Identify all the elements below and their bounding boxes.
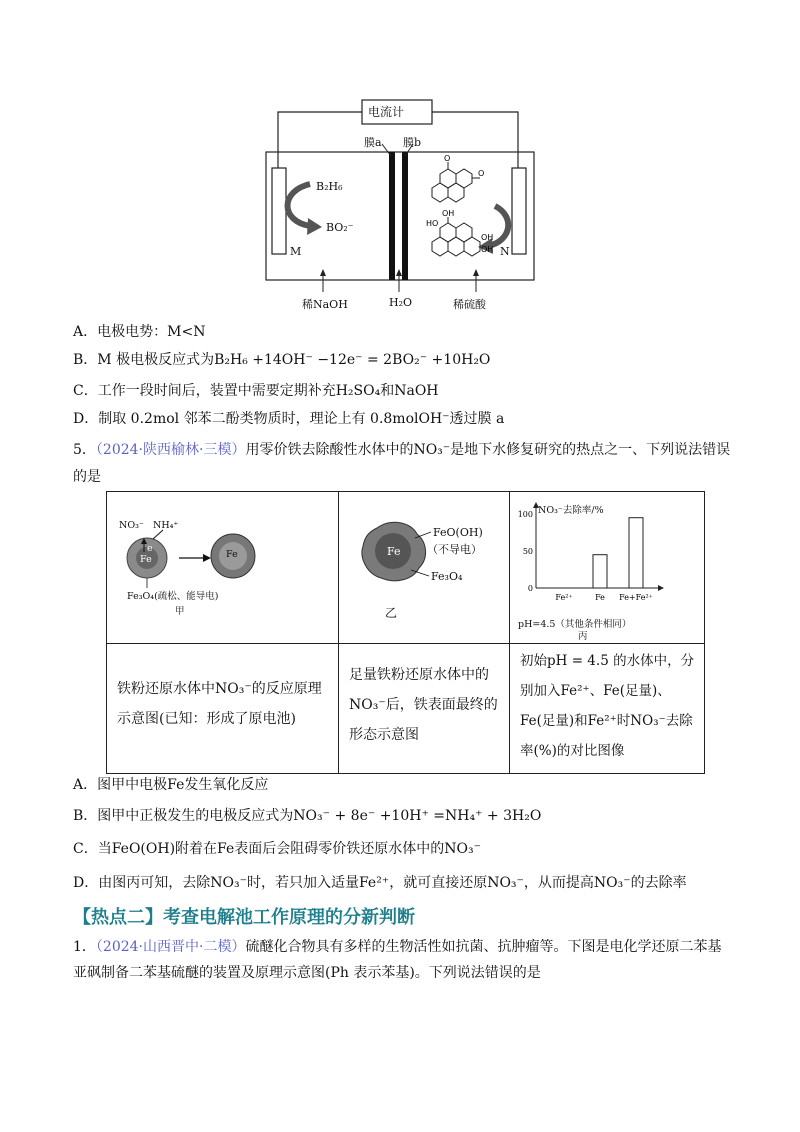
electrode-n-label: N — [500, 245, 510, 258]
svg-text:OH: OH — [481, 245, 494, 254]
x-tick-label: Fe+Fe²⁺ — [619, 593, 653, 602]
yi-feooh-label: FeO(OH) — [433, 526, 483, 539]
q5-option-c: C．当FeO(OH)附着在Fe表面后会阻碍零价铁还原水体中的NO₃⁻ — [73, 841, 482, 857]
q4-option-a: A．电极电势：M<N — [73, 324, 206, 340]
q4-option-b: B．M 极电极反应式为B₂H₆ +14OH⁻ −12e⁻ = 2BO₂⁻ +10H₂O — [73, 352, 491, 368]
x-tick-label: Fe²⁺ — [555, 593, 573, 602]
section-heading: 【热点二】考查电解池工作原理的分新判断 — [73, 907, 415, 928]
x-tick-label: Fe — [595, 593, 605, 602]
desc-jia-line: 铁粉还原水体中NO₃⁻的反应原理 — [117, 681, 322, 697]
electrochemical-cell-diagram — [250, 96, 560, 318]
svg-text:O: O — [444, 154, 451, 163]
figure-bing-cell — [510, 492, 705, 644]
desc-yi-line: NO₃⁻后，铁表面最终的 — [349, 697, 498, 713]
membrane-a-label: 膜a — [364, 136, 382, 149]
electrode-m-label: M — [290, 245, 302, 258]
yi-fe3o4-label: Fe₃O₄ — [431, 570, 463, 583]
naoh-label: 稀NaOH — [302, 298, 348, 311]
q5-stem-line1: 5．（2024·陕西榆林·三模）用零价铁去除酸性水体中的NO₃⁻是地下水修复研究的热点之一、下列说法错误 — [73, 442, 731, 458]
jia-caption: 甲 — [175, 606, 185, 617]
desc-bing — [510, 644, 705, 774]
q1-source: （2024·山西晋中·二模） — [95, 939, 246, 955]
q4-option-c: C．工作一段时间后，装置中需要定期补充H₂SO₄和NaOH — [73, 383, 439, 399]
q4-option-d: D．制取 0.2mol 邻苯二酚类物质时，理论上有 0.8molOH⁻透过膜 a — [73, 411, 505, 427]
jia-fe-right-label: Fe — [226, 549, 238, 560]
jia-fe-inner-label: Fe — [140, 554, 152, 565]
q5-option-a: A．图甲中电极Fe发生氧化反应 — [73, 777, 269, 793]
bar-1 — [593, 555, 607, 588]
q5-stem-line2: 的是 — [73, 469, 101, 485]
svg-text:OH: OH — [442, 209, 455, 218]
y-tick-label: 0 — [527, 584, 533, 593]
y-tick-label: 50 — [522, 547, 533, 556]
bar-2 — [629, 518, 643, 588]
svg-text:O: O — [478, 169, 485, 178]
jia-no3-label: NO₃⁻ — [119, 520, 144, 531]
membrane-b-label: 膜b — [403, 136, 422, 149]
q5-source: （2024·陕西榆林·三模） — [95, 442, 246, 458]
yi-caption: 乙 — [385, 606, 398, 620]
desc-bing-line: 别加入Fe²⁺、Fe(足量)、 — [520, 683, 671, 699]
q5-option-b: B．图甲中正极发生的电极反应式为NO₃⁻ + 8e⁻ +10H⁺ =NH₄⁺ + 3H₂O — [73, 808, 542, 824]
desc-bing-line: 率(%)的对比图像 — [520, 743, 625, 759]
desc-bing-line: 初始pH = 4.5 的水体中，分 — [520, 653, 695, 669]
bing-caption: 丙 — [578, 631, 588, 642]
figure-yi-cell — [339, 492, 510, 644]
water-label: H₂O — [389, 296, 413, 309]
desc-yi-line: 形态示意图 — [349, 727, 419, 743]
y-tick-label: 100 — [517, 510, 533, 519]
svg-text:HO: HO — [426, 219, 439, 228]
figure-table — [106, 491, 705, 774]
jia-nh4-label: NH₄⁺ — [153, 520, 179, 531]
svg-text:OH: OH — [481, 233, 494, 242]
figure-jia — [107, 492, 338, 644]
desc-yi-line: 足量铁粉还原水体中的 — [349, 667, 489, 683]
ammeter-label: 电流计 — [368, 105, 405, 119]
jia-e-label: e — [147, 543, 153, 554]
desc-jia — [107, 644, 339, 774]
b2h6-label: B₂H₆ — [316, 180, 343, 193]
bing-ylabel: NO₃⁻去除率/% — [538, 505, 604, 516]
q1-stem-line1: 1．（2024·山西晋中·二模）硫醚化合物具有多样的生物活性如抗菌、抗肿瘤等。下图是电化学还原二苯基 — [73, 939, 722, 955]
bing-note: pH=4.5（其他条件相同） — [518, 619, 632, 630]
desc-yi — [339, 644, 510, 774]
acid-label: 稀硫酸 — [453, 298, 486, 311]
bo2-label: BO₂⁻ — [326, 221, 354, 234]
desc-bing-line: Fe(足量)和Fe²⁺时NO₃⁻去除 — [520, 713, 693, 729]
q5-option-d: D．由图丙可知，去除NO₃⁻时，若只加入适量Fe²⁺，就可直接还原NO₃⁻，从而提高NO₃⁻的去除率 — [73, 875, 687, 891]
q1-stem-line2: 亚砜制备二苯基硫醚的装置及原理示意图(Ph 表示苯基)。下列说法错误的是 — [73, 965, 541, 981]
figure-yi — [339, 492, 509, 644]
figure-jia-cell — [107, 492, 339, 644]
yi-nonconductive-label: （不导电） — [427, 543, 482, 556]
desc-jia-line: 示意图(已知：形成了原电池) — [117, 711, 296, 727]
jia-shell-label: Fe₃O₄(疏松、能导电) — [127, 591, 219, 602]
yi-fe-label: Fe — [387, 545, 401, 558]
